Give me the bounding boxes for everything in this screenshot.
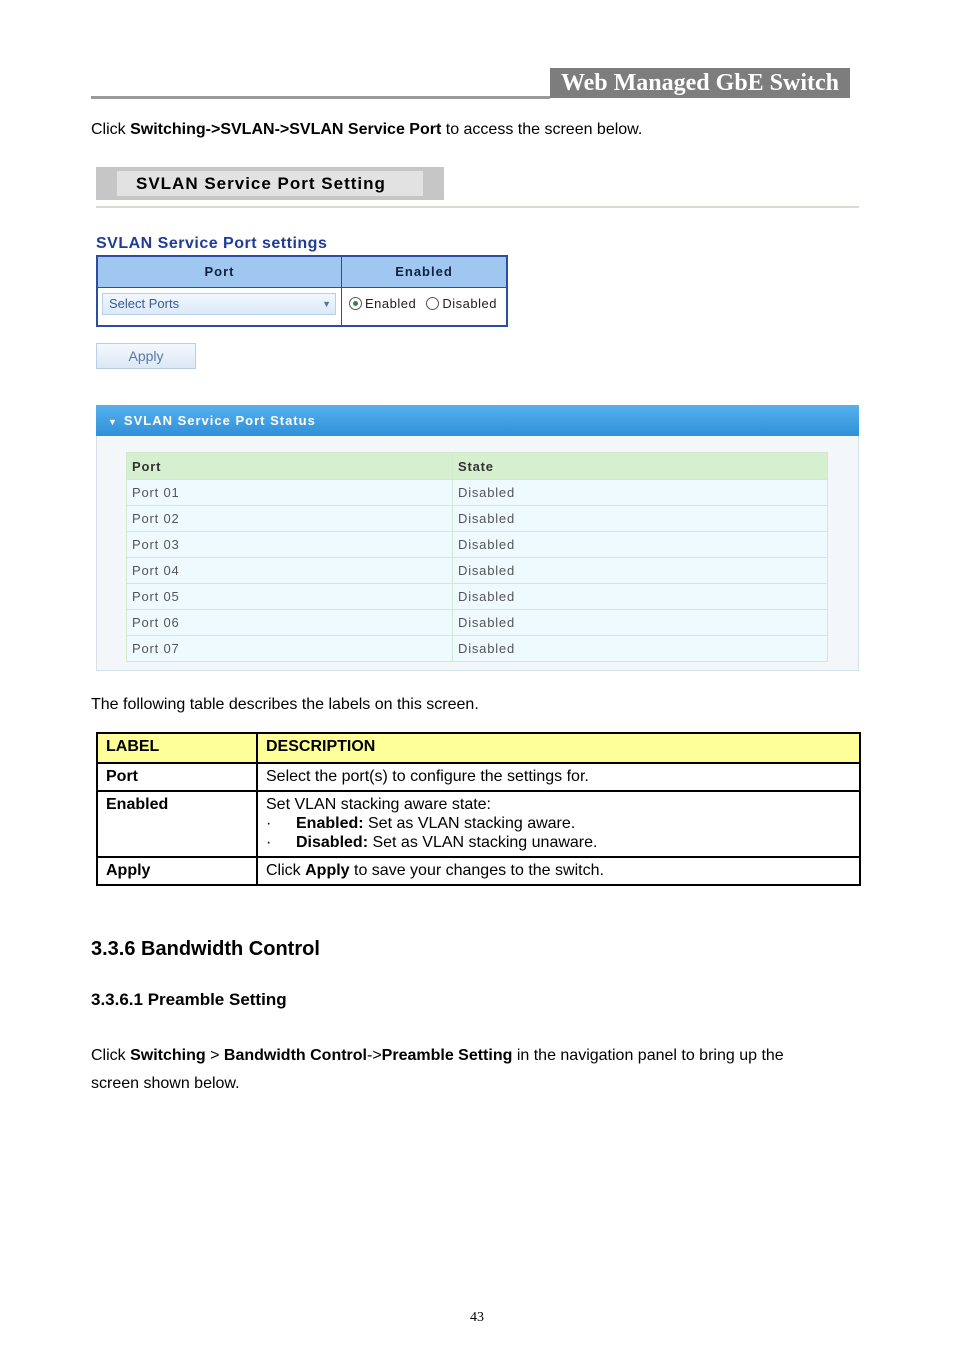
nav-sep2: -> — [367, 1047, 382, 1064]
list-item — [266, 814, 851, 833]
state-cell: Disabled — [453, 506, 828, 532]
nav-paragraph-line2: screen shown below. — [91, 1075, 240, 1092]
status-table — [126, 452, 828, 662]
nav-step1: Switching — [130, 1047, 206, 1064]
table-row — [127, 532, 828, 558]
description-table — [96, 732, 861, 886]
header-rule — [91, 96, 550, 99]
state-cell: Disabled — [453, 584, 828, 610]
apply-button[interactable]: Apply — [96, 343, 196, 369]
header-divider — [98, 287, 506, 288]
nav-step2: Bandwidth Control — [223, 1047, 367, 1064]
column-divider — [341, 257, 342, 325]
table-row — [127, 506, 828, 532]
page-title: SVLAN Service Port Setting — [117, 171, 423, 196]
enabled-radio-group — [349, 296, 497, 311]
bullet-term: Disabled: — [296, 834, 369, 851]
nav-rest: in the navigation panel to bring up the — [512, 1047, 784, 1064]
port-cell: Port 01 — [127, 480, 453, 506]
table-row — [127, 558, 828, 584]
bullet-icon: · — [266, 834, 272, 851]
apply-desc-bold: Apply — [305, 862, 350, 879]
status-panel-title: SVLAN Service Port Status — [123, 413, 316, 428]
nav-paragraph-line1 — [91, 1042, 784, 1070]
radio-enabled[interactable] — [349, 296, 416, 311]
row-label-apply: Apply — [97, 857, 257, 885]
section-heading: 3.3.6 Bandwidth Control — [91, 938, 320, 960]
nav-click: Click — [91, 1047, 131, 1064]
row-desc-apply — [257, 857, 860, 885]
nav-sep1: > — [205, 1047, 224, 1064]
row-label-port: Port — [97, 763, 257, 791]
port-cell: Port 06 — [127, 610, 453, 636]
bullet-text: Set as VLAN stacking aware. — [363, 815, 576, 832]
row-desc-port: Select the port(s) to configure the settings for. — [257, 763, 860, 791]
port-cell: Port 07 — [127, 636, 453, 662]
list-item — [266, 833, 851, 852]
col-header-enabled: Enabled — [342, 257, 506, 287]
status-table-header — [127, 453, 828, 480]
enabled-desc-intro: Set VLAN stacking aware state: — [266, 796, 491, 813]
port-cell: Port 02 — [127, 506, 453, 532]
bullet-term: Enabled: — [296, 815, 364, 832]
bullet-icon: · — [266, 815, 272, 832]
state-cell: Disabled — [453, 480, 828, 506]
intro-paragraph — [91, 116, 642, 144]
col-header-port: Port — [98, 257, 341, 287]
table-row — [127, 610, 828, 636]
table-row — [127, 584, 828, 610]
apply-desc-pre: Click — [266, 862, 306, 879]
port-cell: Port 03 — [127, 532, 453, 558]
chevron-down-icon: ▼ — [322, 299, 331, 309]
table-row — [127, 636, 828, 662]
table-row — [97, 857, 860, 885]
apply-desc-post: to save your changes to the switch. — [349, 862, 604, 879]
port-cell: Port 04 — [127, 558, 453, 584]
status-header-port: Port — [127, 453, 453, 480]
intro-rest: to access the screen below. — [441, 121, 643, 138]
collapse-triangle-icon: ▼ — [108, 417, 118, 427]
radio-enabled-label: Enabled — [365, 296, 417, 311]
settings-table — [96, 255, 508, 327]
nav-step3: Preamble Setting — [381, 1047, 513, 1064]
port-cell: Port 05 — [127, 584, 453, 610]
description-table-header — [97, 733, 860, 763]
table-intro: The following table describes the labels on this screen. — [91, 696, 479, 713]
header-label: LABEL — [97, 733, 257, 763]
status-panel-header[interactable] — [96, 405, 859, 436]
page-number: 43 — [470, 1310, 484, 1325]
status-header-state: State — [453, 453, 828, 480]
port-select[interactable] — [102, 293, 336, 315]
settings-section-title: SVLAN Service Port settings — [96, 235, 328, 252]
bullet-text: Set as VLAN stacking unaware. — [368, 834, 598, 851]
state-cell: Disabled — [453, 636, 828, 662]
state-cell: Disabled — [453, 532, 828, 558]
state-cell: Disabled — [453, 558, 828, 584]
row-desc-enabled — [257, 791, 860, 857]
intro-click: Click — [91, 121, 131, 138]
port-select-value: Select Ports — [109, 296, 180, 311]
intro-path: Switching->SVLAN->SVLAN Service Port — [130, 121, 442, 138]
state-cell: Disabled — [453, 610, 828, 636]
document-header-title: Web Managed GbE Switch — [550, 68, 850, 98]
row-label-enabled: Enabled — [97, 791, 257, 857]
table-row — [97, 791, 860, 857]
table-row — [97, 763, 860, 791]
radio-disabled-label: Disabled — [442, 296, 497, 311]
title-divider — [96, 206, 859, 208]
radio-unselected-icon — [426, 297, 439, 310]
header-description: DESCRIPTION — [257, 733, 860, 763]
radio-disabled[interactable] — [426, 296, 497, 311]
table-row — [127, 480, 828, 506]
radio-selected-icon — [349, 297, 362, 310]
subsection-heading: 3.3.6.1 Preamble Setting — [91, 990, 287, 1009]
